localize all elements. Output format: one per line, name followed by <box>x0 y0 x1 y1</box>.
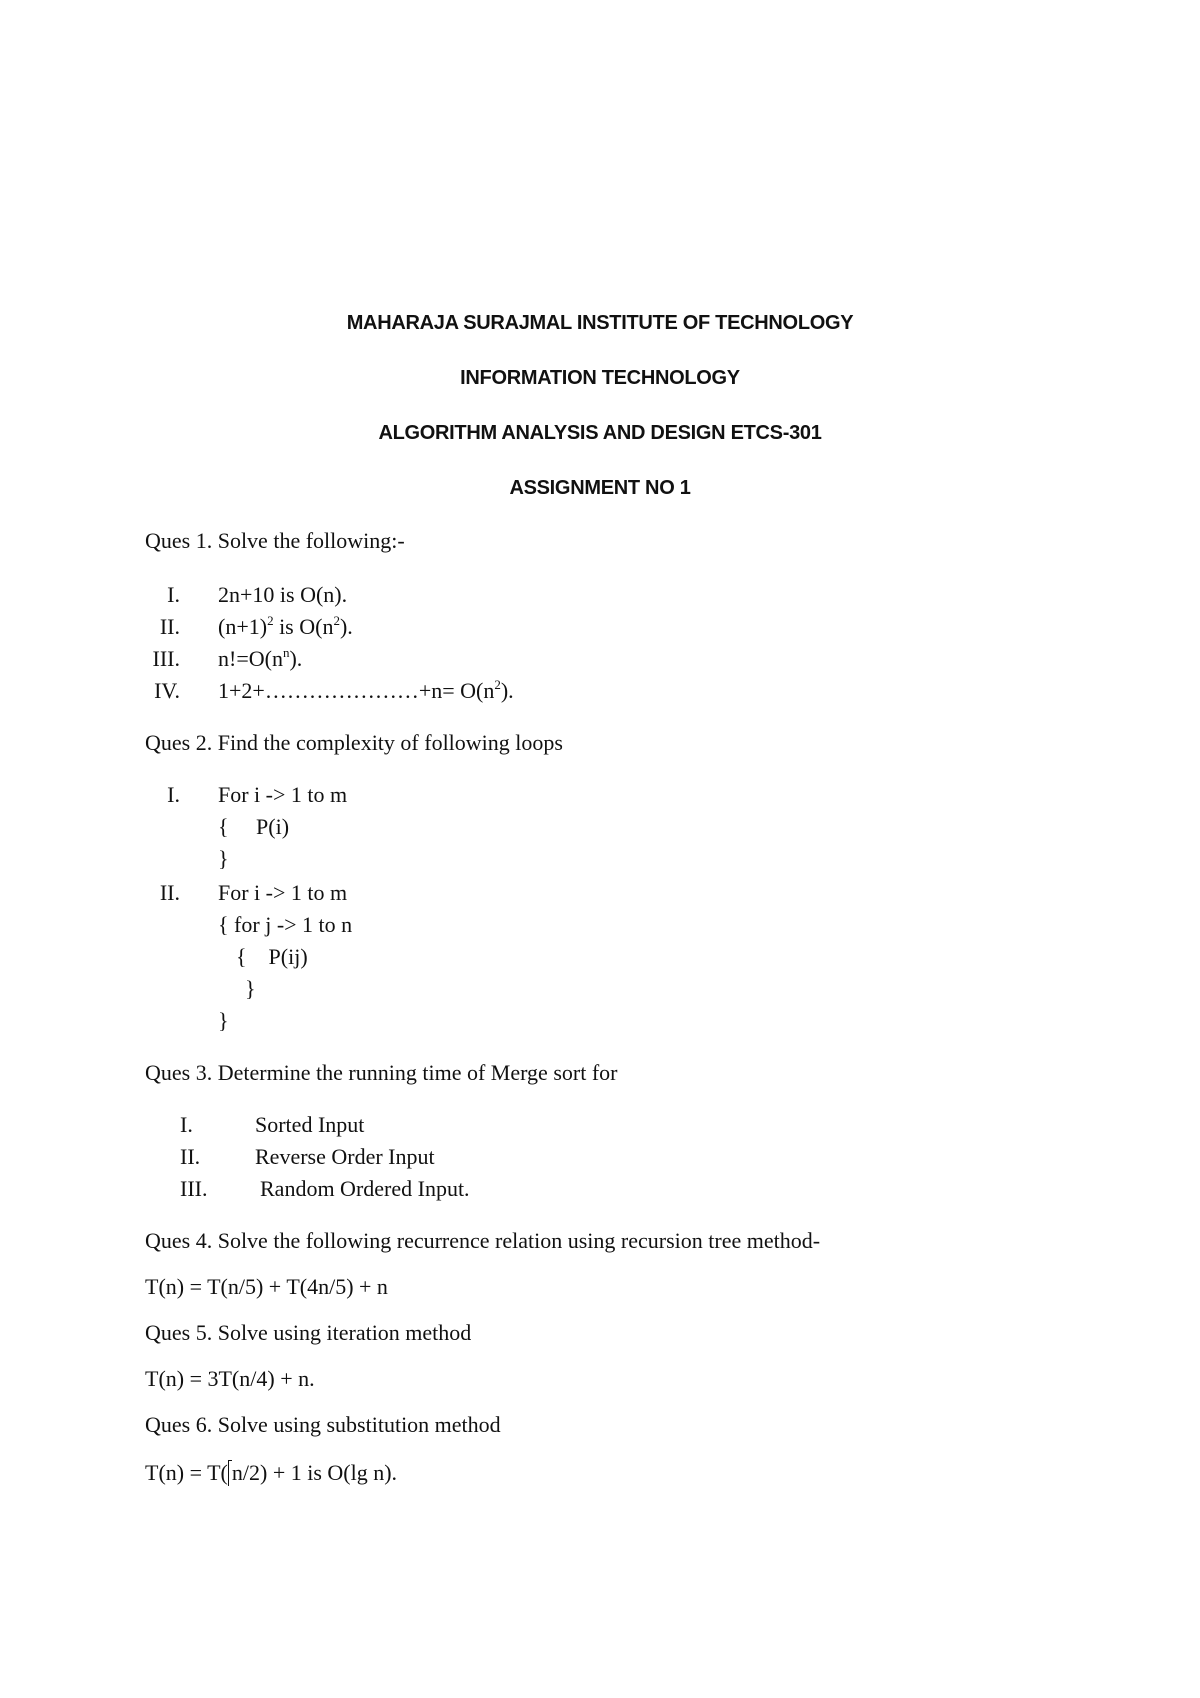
q1-item-4-text: 1+2+…………………+n= $O(n^2)$. <box>218 677 514 703</box>
assignment-heading: ASSIGNMENT NO 1 <box>509 477 691 499</box>
q1-item-1-text: 2n+10 is O(n). <box>218 582 348 607</box>
q1-item-1-number: I. <box>167 582 180 607</box>
q3-item-1-number: I. <box>180 1112 193 1137</box>
q2-loop-1-number: I. <box>167 782 180 807</box>
question-3-title: Ques 3. Determine the running time of Merge sort for <box>145 1060 618 1085</box>
q1-item-3-text: $n!=O(n^n)$. <box>218 645 303 671</box>
institute-heading: MAHARAJA SURAJMAL INSTITUTE OF TECHNOLOGY <box>346 312 854 334</box>
q1-item-3-number: III. <box>152 646 180 671</box>
q2-loop-1-line-1: For i -> 1 to m <box>218 782 348 807</box>
ceiling-bracket: n/2 <box>228 1462 260 1484</box>
q2-loop-2-line-5: } <box>218 1008 229 1033</box>
q1-item-2-number: II. <box>159 614 180 639</box>
q3-item-2-text: Reverse Order Input <box>255 1144 435 1169</box>
q3-item-1-text: Sorted Input <box>255 1112 365 1137</box>
q2-loop-2-line-1: For i -> 1 to m <box>218 880 348 905</box>
question-4-title: Ques 4. Solve the following recurrence relation using recursion tree method- <box>145 1228 821 1253</box>
department-heading: INFORMATION TECHNOLOGY <box>460 367 740 389</box>
course-heading: ALGORITHM ANALYSIS AND DESIGN ETCS-301 <box>378 422 822 444</box>
q1-item-4-number: IV. <box>154 678 180 703</box>
question-5-title: Ques 5. Solve using iteration method <box>145 1320 472 1345</box>
question-1-title: Ques 1. Solve the following:- <box>145 528 405 553</box>
question-6-equation: T(n) = T( n/2) + 1 is O(lg n). <box>145 1460 398 1485</box>
q2-loop-1-line-2: { P(i) <box>218 814 290 839</box>
question-5-equation: T(n) = 3T(n/4) + n. <box>145 1366 315 1391</box>
question-2-title: Ques 2. Find the complexity of following loops <box>145 730 563 755</box>
q2-loop-1-line-3: } <box>218 846 229 871</box>
q3-item-3-text: Random Ordered Input. <box>260 1176 470 1201</box>
q1-item-2-text: $(n+1)^2$ is $O(n^2)$. <box>218 613 353 639</box>
question-4-equation: T(n) = T(n/5) + T(4n/5) + n <box>145 1274 388 1299</box>
question-6-title: Ques 6. Solve using substitution method <box>145 1412 501 1437</box>
q3-item-2-number: II. <box>180 1144 201 1169</box>
q2-loop-2-line-3: { P(ij) <box>236 944 308 969</box>
q2-loop-2-line-4: } <box>245 976 256 1001</box>
q3-item-3-number: III. <box>180 1176 208 1201</box>
q2-loop-2-number: II. <box>159 880 180 905</box>
q2-loop-2-line-2: { for j -> 1 to n <box>218 912 353 937</box>
